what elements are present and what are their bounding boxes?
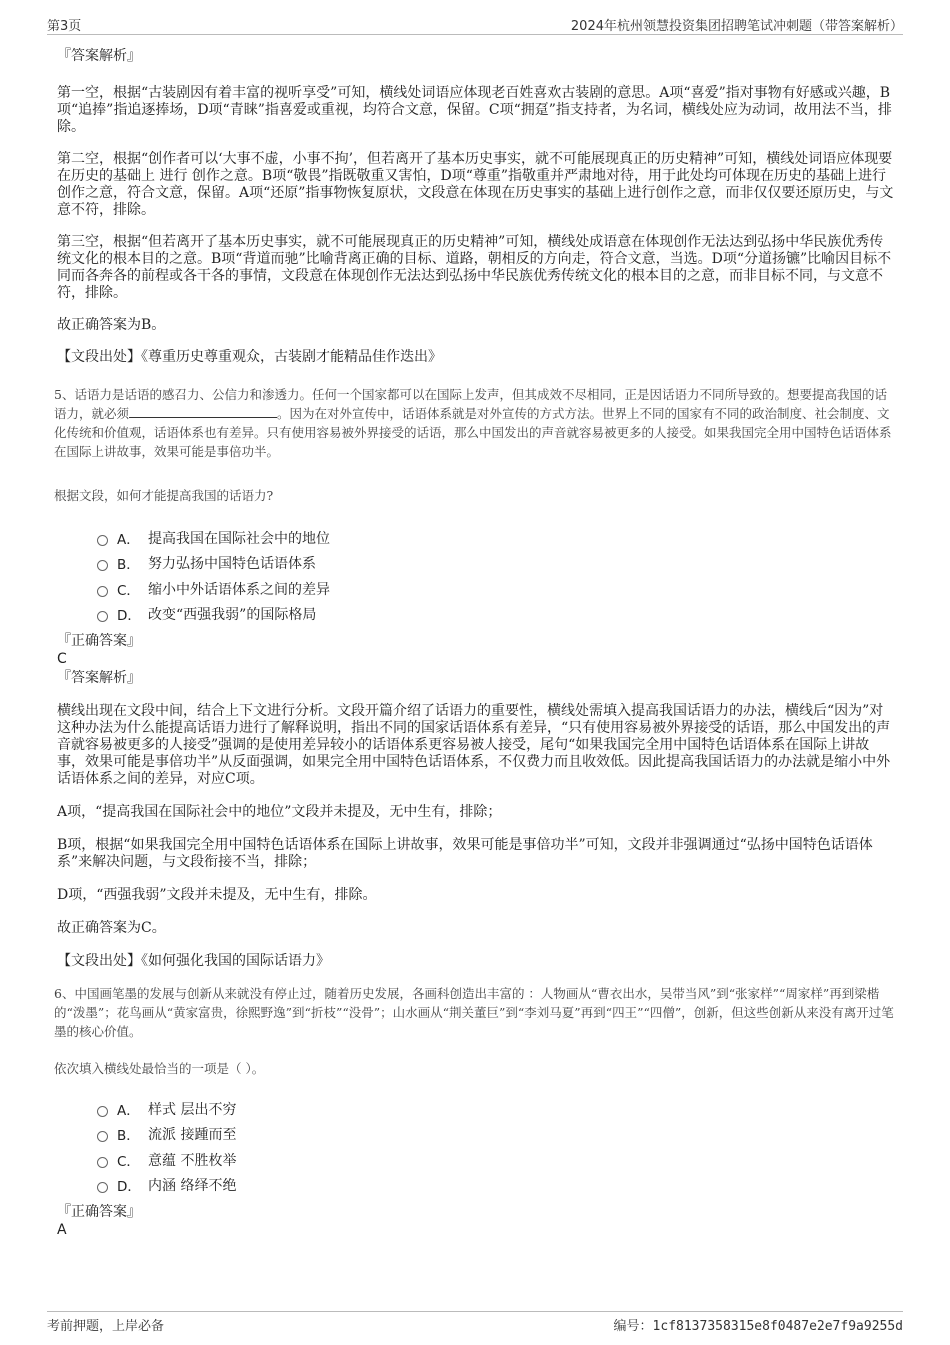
question-passage: 6、中国画笔墨的发展与创新从来就没有停止过，随着历史发展，各画科创造出丰富的 ：人物画从“曹衣出水，吴带当风”到“张家样”“周家样”再到梁楷的“泼墨”；花鸟画从“黄家富贵，徐熙野逸”到“折枝”“没骨”；山水画从“荆关董巨”到“李刘马夏”再到“四王”“四僧”，创新，但这些创新从来没有离开过笔墨的核心价值。 [54,986,894,1039]
option-a[interactable]: A． 样式 层出不穷 [97,1096,895,1122]
page-header [47,14,903,35]
radio-icon[interactable] [97,535,108,546]
correct-answer: C [57,651,67,667]
radio-icon[interactable] [97,1106,108,1117]
analysis-paragraph: B项，根据“如果我国完全用中国特色话语体系在国际上讲故事，效果可能是事倍功半”可知，文段并非强调通过“弘扬中国特色话语体系”来解决问题，与文段衔接不当，排除； [57,837,873,870]
radio-icon[interactable] [97,560,108,571]
option-a[interactable]: A． 提高我国在国际社会中的地位 [97,525,895,551]
document-title: 2024年杭州领慧投资集团招聘笔试冲刺题（带答案解析） [570,19,903,34]
question-stem: 根据文段，如何才能提高我国的话语力? [54,488,274,503]
answer-label: 『正确答案』 [57,633,141,649]
radio-icon[interactable] [97,611,108,622]
option-c[interactable]: C． 意蕴 不胜枚举 [97,1147,895,1173]
analysis-paragraph: 第三空，根据“但若离开了基本历史事实，就不可能展现真正的历史精神”可知，横线处成语意在体现创作无法达到弘扬中华民族优秀传统文化的根本目的之意。B项“背道而驰”比喻背离正确的目标、道路，朝相反的方向走，符合文意，当选。D项“分道扬镳”比喻因目标不同而各奔各的前程或各干各的事情，文段意在体现创作无法达到弘扬中华民族优秀传统文化的根本目的之意，而非目标不同，与文意不符，排除。 [57,234,892,301]
option-d[interactable]: D． 内涵 络绎不绝 [97,1173,895,1199]
answer-label: 『正确答案』 [57,1204,141,1220]
conclusion: 故正确答案为C。 [57,920,166,936]
option-c[interactable]: C． 缩小中外话语体系之间的差异 [97,576,895,602]
footer-slogan: 考前押题，上岸必备 [47,1319,165,1334]
page-number: 第3页 [47,19,82,34]
conclusion: 故正确答案为B。 [57,317,166,333]
source-citation: 【文段出处】《尊重历史尊重观众，古装剧才能精品佳作迭出》 [57,349,442,365]
radio-icon[interactable] [97,1182,108,1193]
option-b[interactable]: B． 努力弘扬中国特色话语体系 [97,551,895,577]
question-stem: 依次填入横线处最恰当的一项是（ ）。 [54,1061,265,1076]
analysis-paragraph: A项，“提高我国在国际社会中的地位”文段并未提及，无中生有，排除； [57,804,502,820]
analysis-paragraph: 第二空，根据“创作者可以‘大事不虚，小事不拘’，但若离开了基本历史事实，就不可能展现真正的历史精神”可知，横线处词语应体现要在历史的基础上 进行 创作之意。B项“敬畏”指既敬重又害怕，D项“尊重”指敬重并严肃地对待，用于此处均可体现在历史的基础上进行创作之意，符合文意，保留。A项“还原”指事物恢复原状，文段意在体现在历史事实的基础上进行创作之意，而非仅仅要还原历史，与文意不符，排除。 [57,151,894,218]
option-d[interactable]: D． 改变“西强我弱”的国际格局 [97,602,895,628]
radio-icon[interactable] [97,1131,108,1142]
options-list [97,525,895,627]
analysis-paragraph: D项，“西强我弱”文段并未提及，无中生有，排除。 [57,887,377,903]
radio-icon[interactable] [97,586,108,597]
analysis-paragraph: 横线出现在文段中间，结合上下文进行分析。文段开篇介绍了话语力的重要性，横线处需填入提高我国话语力的办法，横线后“因为”对这种办法为什么能提高话语力进行了解释说明，指出不同的国家话语体系有差异，“只有使用容易被外界接受的话语，那么中国发出的声音就容易被更多的人接受”强调的是使用差异较小的话语体系更容易被人接受，尾句“如果我国完全用中国特色话语体系在国际上讲故事，效果可能是事倍功半”从反面强调，如果完全用中国特色话语体系，不仅费力而且收效低。因此提高我国话语力的办法就是缩小中外话语体系之间的差异，对应C项。 [57,703,891,787]
page-footer [47,1311,903,1334]
radio-icon[interactable] [97,1157,108,1168]
analysis-label: 『答案解析』 [57,670,141,686]
source-citation: 【文段出处】《如何强化我国的国际话语力》 [57,953,330,969]
question-passage: 5、话语力是话语的感召力、公信力和渗透力。任何一个国家都可以在国际上发声，但其成效不尽相同，正是因话语力不同所导致的。想要提高我国的话语力，就必须 。因为在对外宣传中，话语体系就是对外宣传的方式方法。世界上不同的国家有不同的政治制度、社会制度、文化传统和价值观，话语体系也有差异。只有使用容易被外界接受的话语，那么中国发出的声音就容易被更多的人接受。如果我国完全用中国特色话语体系在国际上讲故事，效果可能是事倍功半。 [54,387,892,459]
analysis-label: 『答案解析』 [57,48,141,64]
options-list [97,1096,895,1198]
analysis-paragraph: 第一空，根据“古装剧因有着丰富的视听享受”可知，横线处词语应体现老百姓喜欢古装剧的意思。A项“喜爱”指对事物有好感或兴趣，B项“追捧”指追逐捧场，D项“青睐”指喜爱或重视，均符合文意，保留。C项“拥趸”指支持者，为名词，横线处应为动词，故用法不当，排除。 [57,85,892,135]
correct-answer: A [57,1222,67,1238]
option-b[interactable]: B． 流派 接踵而至 [97,1122,895,1148]
page-content [54,44,895,1238]
document-code: 编号：1cf8137358315e8f0487e2e7f9a9255d [613,1319,903,1334]
fill-blank [129,405,277,418]
